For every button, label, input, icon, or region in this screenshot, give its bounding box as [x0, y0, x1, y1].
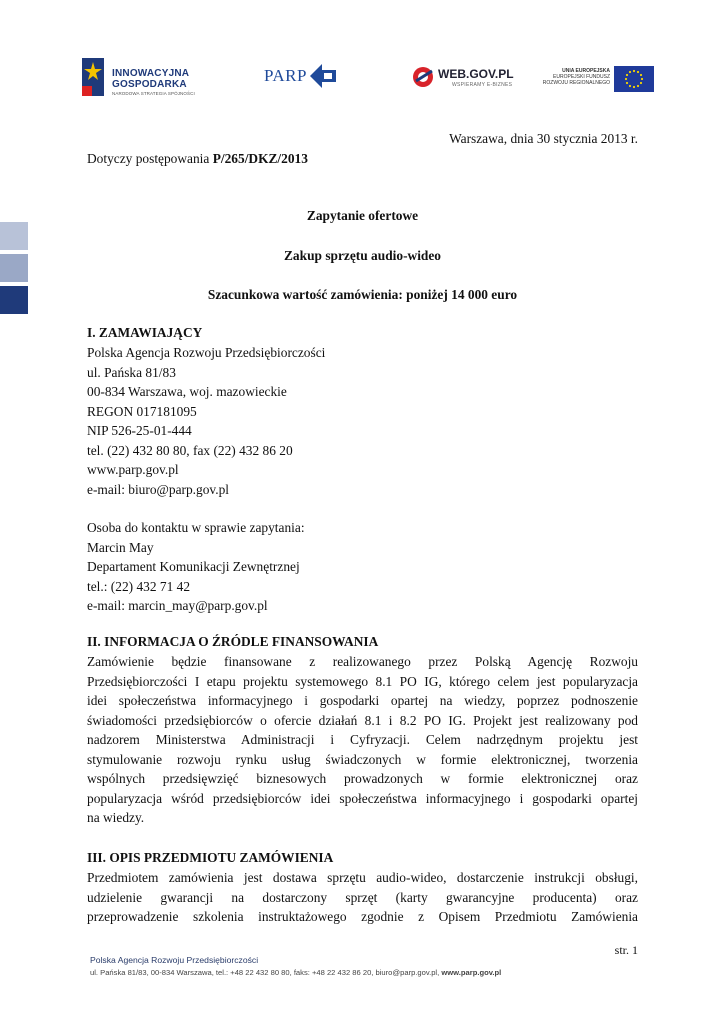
reference-prefix: Dotyczy postępowania — [87, 151, 213, 166]
eu-flag-icon — [614, 66, 654, 92]
section1-line: REGON 017181095 — [87, 403, 197, 419]
page-number: str. 1 — [614, 943, 638, 957]
section2-line: Przedsiębiorczości I etapu projektu systemowego 8.1 PO IG, którego celem jest popularyzacja — [87, 673, 638, 689]
reference-number: P/265/DKZ/2013 — [212, 151, 308, 166]
reference-line — [87, 149, 308, 169]
section3-line: Przedmiotem zamówienia jest dostawa sprzętu audio-wideo, dostarczenie instrukcji obsługi, — [87, 870, 638, 885]
side-bar-light — [0, 222, 28, 250]
section1-heading: I. ZAMAWIAJĄCY — [87, 325, 203, 340]
section3-line: przeprowadzenie szkolenia instruktażowego zgodnie z Opisem Przedmiotu Zamówienia — [87, 909, 638, 924]
ig-line2: GOSPODARKA — [112, 79, 187, 90]
side-bar-dark — [0, 286, 28, 314]
ue-line1: UNIA EUROPEJSKA — [562, 68, 610, 74]
email-link[interactable]: e-mail: biuro@parp.gov.pl — [87, 481, 229, 497]
section1-line: tel. (22) 432 80 80, fax (22) 432 86 20 — [87, 442, 293, 458]
section1-line: 00-834 Warszawa, woj. mazowieckie — [87, 384, 287, 399]
section3-heading: III. OPIS PRZEDMIOTU ZAMÓWIENIA — [87, 850, 334, 865]
webgov-subtitle: WSPIERAMY E-BIZNES — [452, 82, 513, 88]
footer-address-text: ul. Pańska 81/83, 00-834 Warszawa, tel.: +48 22 432 80 80, faks: +48 22 432 86 20, biuro@parp.gov.pl, — [90, 968, 442, 977]
section2-line: popularyzacja wśród przedsiębiorców idei społeczeństwa informacyjnego i gospodarki opartej — [87, 790, 638, 806]
section1-line: ul. Pańska 81/83 — [87, 364, 176, 380]
section2-paragraph — [87, 652, 638, 808]
section2-line: idei społeczeństwa informacyjnego i gospodarki opartej na wiedzy, poprzez podnoszenie — [87, 693, 638, 708]
parp-logo-text: PARP — [264, 66, 307, 85]
section1-line: Polska Agencja Rozwoju Przedsiębiorczości — [87, 345, 326, 360]
section1-line: NIP 526-25-01-444 — [87, 423, 192, 438]
footer-org-name: Polska Agencja Rozwoju Przedsiębiorczości — [90, 955, 259, 965]
parp-logo — [264, 64, 338, 90]
section2-line: nadzorem Ministerstwa Administracji i Cyfryzacji. Celem nadrzędnym projektu jest — [87, 732, 638, 747]
ig-subtitle: NARODOWA STRATEGIA SPÓJNOŚCI — [112, 91, 195, 96]
contact-line: Osoba do kontaktu w sprawie zapytania: — [87, 520, 305, 535]
section3-paragraph — [87, 868, 638, 927]
ig-star-icon — [82, 58, 106, 96]
contact-line: tel.: (22) 432 71 42 — [87, 578, 191, 594]
footer-website-link[interactable]: www.parp.gov.pl — [441, 968, 502, 977]
title-subject: Zakup sprzętu audio-wideo — [284, 248, 441, 263]
section2-heading: II. INFORMACJA O ŹRÓDLE FINANSOWANIA — [87, 634, 379, 649]
webgov-logo — [412, 64, 512, 92]
contact-line: Departament Komunikacji Zewnętrznej — [87, 559, 300, 574]
section2-line: stymulowanie rozwoju rynku usług świadczonych w formie elektronicznej, tworzenia — [87, 751, 638, 767]
section2-last-line: na wiedzy. — [87, 810, 145, 825]
section2-line: wspólnych przedsięwzięć biznesowych prowadzonych w formie elektronicznej oraz — [87, 771, 638, 786]
title-value: Szacunkowa wartość zamówienia: poniżej 14 000 euro — [207, 287, 518, 302]
innowacyjna-gospodarka-logo — [82, 58, 202, 96]
webgov-text: WEB.GOV.PL — [438, 67, 514, 81]
section3-line: udzielenie gwarancji na dostarczony sprzęt (karty gwarancyjne producenta) oraz — [87, 889, 638, 905]
footer-address — [90, 968, 501, 977]
document-date: Warszawa, dnia 30 stycznia 2013 r. — [449, 131, 638, 146]
website-link[interactable]: www.parp.gov.pl — [87, 462, 179, 477]
ue-logo — [540, 66, 655, 92]
parp-arrow-icon — [310, 64, 336, 88]
title-inquiry: Zapytanie ofertowe — [306, 208, 419, 223]
ue-line2: EUROPEJSKI FUNDUSZ — [553, 74, 610, 80]
contact-email-link[interactable]: e-mail: marcin_may@parp.gov.pl — [87, 598, 268, 613]
contact-line: Marcin May — [87, 539, 154, 555]
section2-line: Zamówienie będzie finansowane z realizowanego przez Polską Agencję Rozwoju — [87, 654, 638, 669]
ue-line3: ROZWOJU REGIONALNEGO — [542, 80, 610, 86]
section2-line: świadomości przedsiębiorców o ofercie działań 8.1 i 8.2 PO IG. Projekt jest realizowany pod — [87, 712, 638, 728]
webgov-emblem-icon — [412, 66, 436, 88]
side-bar-mid — [0, 254, 28, 282]
ig-line1: INNOWACYJNA — [112, 68, 190, 79]
